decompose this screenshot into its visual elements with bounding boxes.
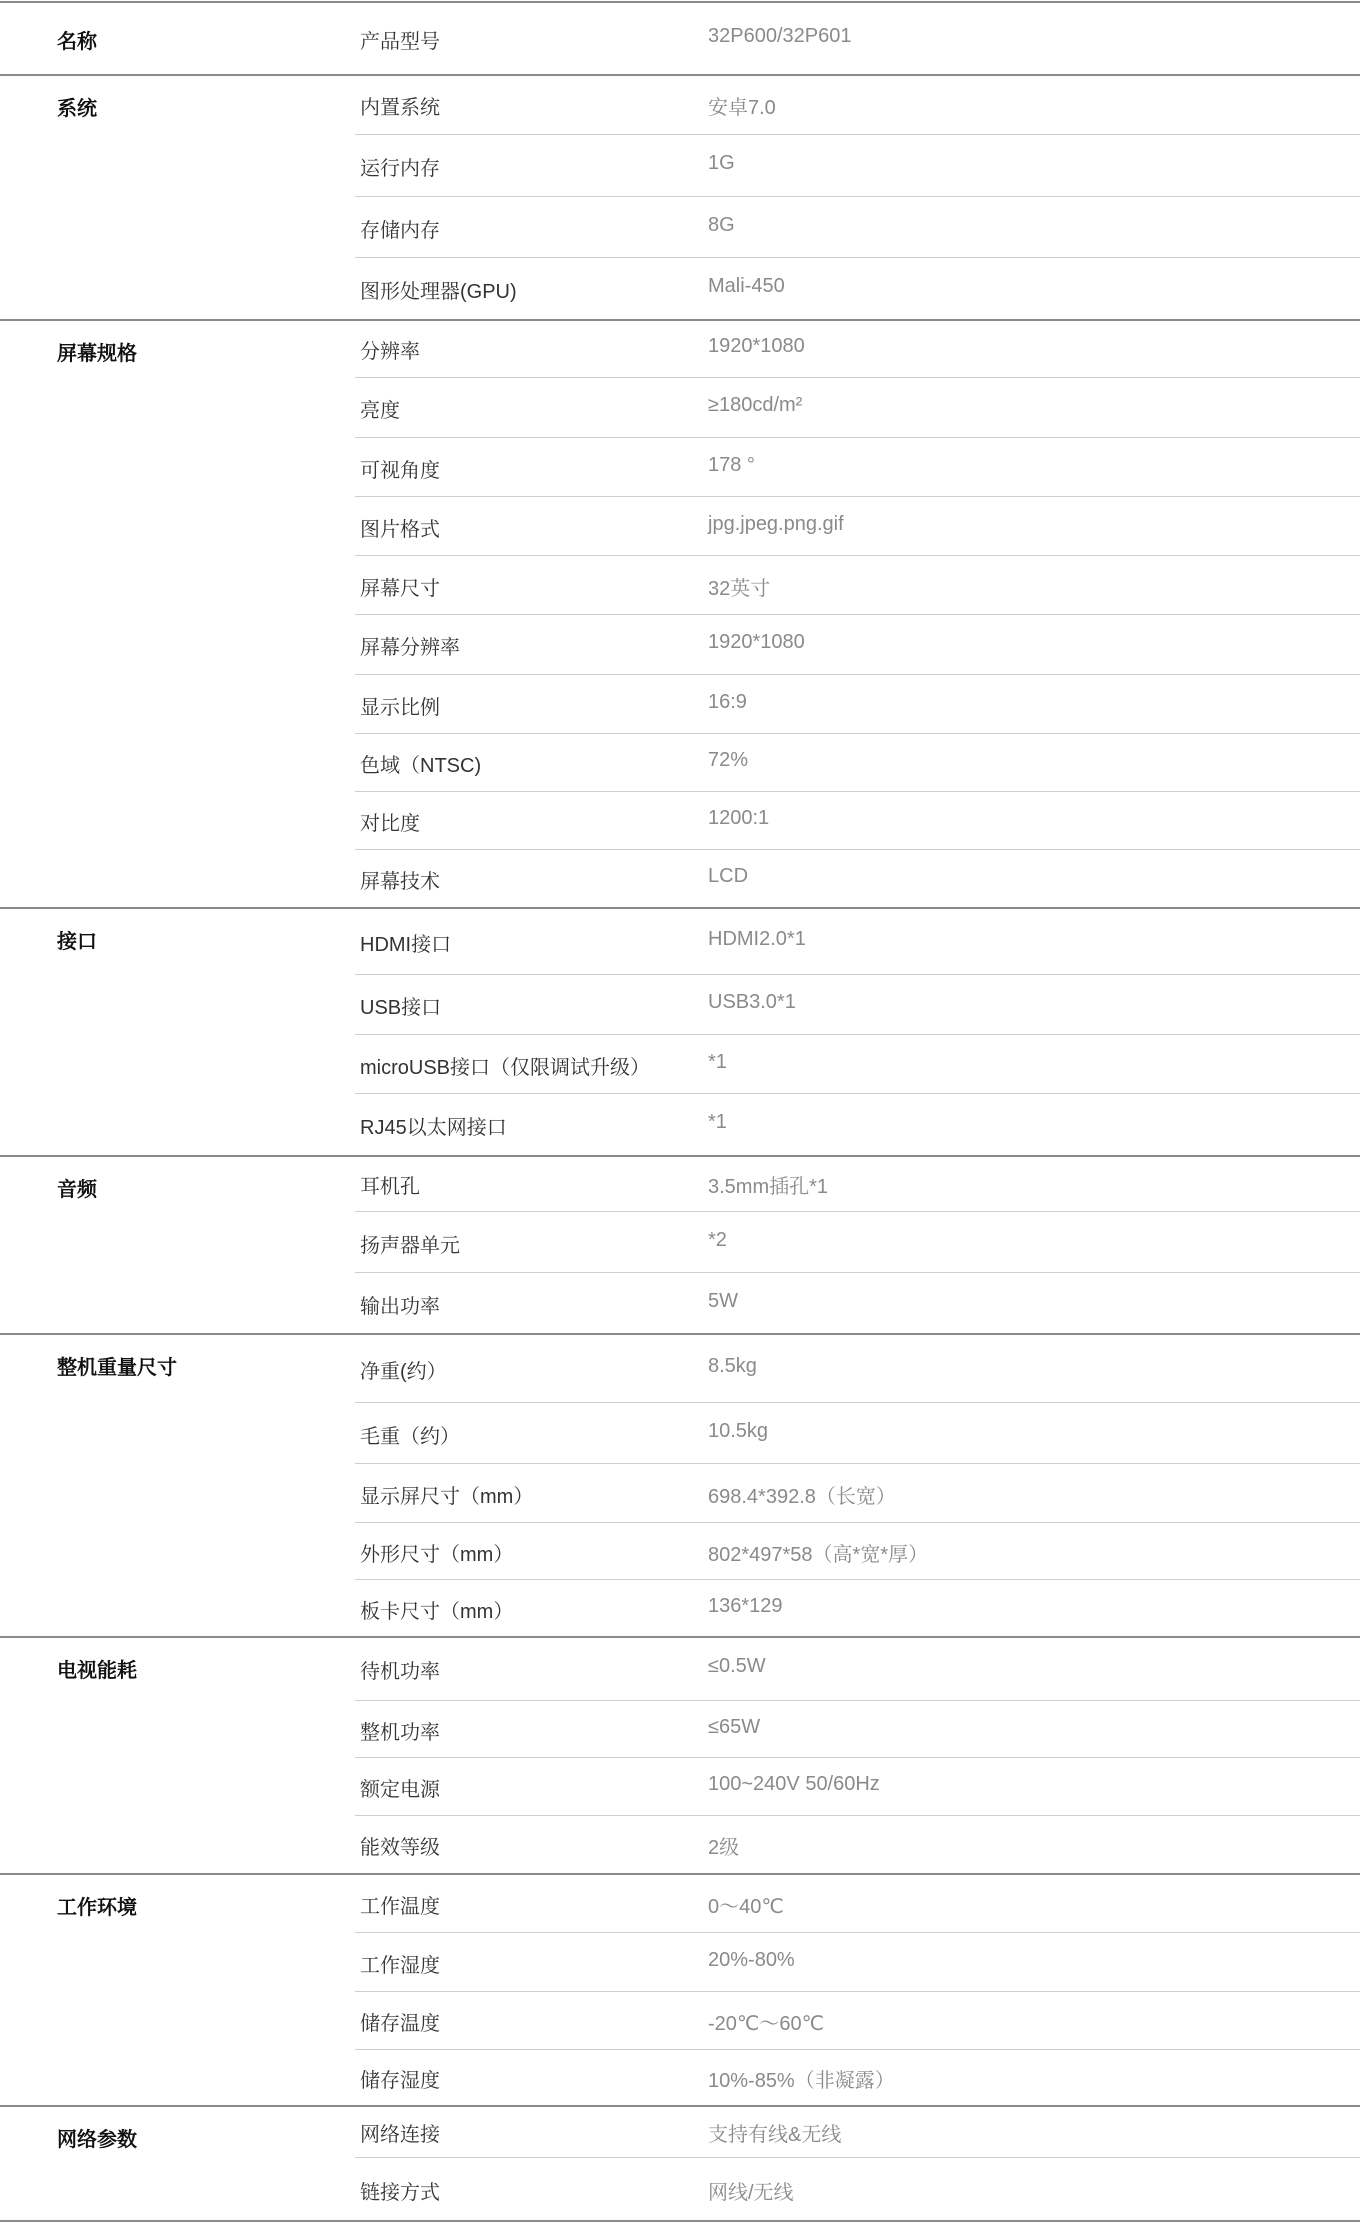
spec-value: *1 (708, 1111, 727, 1133)
spec-value: 72% (708, 749, 749, 771)
spec-label: 扬声器单元 (360, 1235, 460, 1257)
spec-value: 网线/无线 (708, 2182, 794, 2204)
section-divider (0, 319, 1360, 321)
spec-label: 工作温度 (360, 1896, 440, 1918)
spec-label: 可视角度 (360, 460, 440, 482)
spec-value: *2 (708, 1229, 727, 1251)
row-divider (355, 849, 1360, 850)
spec-value: 1920*1080 (708, 631, 805, 653)
spec-label: RJ45以太网接口 (360, 1117, 507, 1139)
row-divider (355, 614, 1360, 615)
section-divider (0, 1873, 1360, 1875)
spec-value: 802*497*58（高*宽*厚） (708, 1544, 929, 1566)
spec-label: 显示屏尺寸（mm） (360, 1486, 534, 1508)
spec-value: 10%-85%（非凝露） (708, 2070, 895, 2092)
spec-value: LCD (708, 865, 749, 887)
spec-value: 178 ° (708, 454, 755, 476)
row-divider (355, 1815, 1360, 1816)
row-divider (355, 1757, 1360, 1758)
spec-value: 32P600/32P601 (708, 25, 852, 47)
row-divider (355, 1700, 1360, 1701)
spec-label: 链接方式 (360, 2182, 440, 2204)
spec-value: 8.5kg (708, 1355, 757, 1377)
spec-value: 支持有线&无线 (708, 2124, 842, 2146)
spec-label: 能效等级 (360, 1837, 440, 1859)
row-divider (355, 1402, 1360, 1403)
spec-label: microUSB接口（仅限调试升级） (360, 1057, 651, 1079)
spec-label: 板卡尺寸（mm） (360, 1601, 514, 1623)
row-divider (355, 196, 1360, 197)
row-divider (355, 2157, 1360, 2158)
spec-label: 分辨率 (360, 341, 420, 363)
spec-value: 安卓7.0 (708, 97, 776, 119)
row-divider (355, 1463, 1360, 1464)
spec-label: 耳机孔 (360, 1176, 420, 1198)
spec-value: 5W (708, 1290, 738, 1312)
section-divider (0, 2105, 1360, 2107)
spec-value: 0～40℃ (708, 1896, 784, 1918)
spec-value: HDMI2.0*1 (708, 928, 806, 950)
spec-value: USB3.0*1 (708, 991, 796, 1013)
section-title: 电视能耗 (57, 1660, 137, 1682)
section-divider (0, 907, 1360, 909)
row-divider (355, 496, 1360, 497)
row-divider (355, 2049, 1360, 2050)
section-title: 系统 (57, 98, 97, 120)
spec-label: 图形处理器(GPU) (360, 281, 517, 303)
spec-value: -20℃～60℃ (708, 2013, 825, 2035)
spec-label: 存储内存 (360, 220, 440, 242)
row-divider (355, 674, 1360, 675)
spec-value: *1 (708, 1051, 727, 1073)
spec-value: 2级 (708, 1837, 740, 1859)
spec-value: 20%-80% (708, 1949, 795, 1971)
spec-label: 外形尺寸（mm） (360, 1544, 514, 1566)
spec-label: 额定电源 (360, 1779, 440, 1801)
row-divider (355, 257, 1360, 258)
spec-value: 1920*1080 (708, 335, 805, 357)
section-title: 屏幕规格 (57, 343, 137, 365)
row-divider (355, 1272, 1360, 1273)
row-divider (355, 134, 1360, 135)
spec-value: 136*129 (708, 1595, 783, 1617)
spec-value: 100~240V 50/60Hz (708, 1773, 880, 1795)
spec-label: 网络连接 (360, 2124, 440, 2146)
row-divider (355, 791, 1360, 792)
spec-value: 698.4*392.8（长宽） (708, 1486, 896, 1508)
spec-value: 16:9 (708, 691, 747, 713)
row-divider (355, 377, 1360, 378)
section-divider (0, 1636, 1360, 1638)
spec-label: USB接口 (360, 997, 442, 1019)
row-divider (355, 733, 1360, 734)
spec-label: 屏幕分辨率 (360, 637, 460, 659)
row-divider (355, 1579, 1360, 1580)
spec-value: 32英寸 (708, 578, 771, 600)
spec-label: 工作湿度 (360, 1955, 440, 1977)
row-divider (355, 437, 1360, 438)
spec-label: 内置系统 (360, 97, 440, 119)
spec-label: 待机功率 (360, 1661, 440, 1683)
section-divider (0, 1155, 1360, 1157)
spec-label: 图片格式 (360, 519, 440, 541)
spec-label: 对比度 (360, 813, 420, 835)
spec-label: 色域（NTSC) (360, 755, 482, 777)
spec-label: 毛重（约） (360, 1426, 460, 1448)
spec-label: 储存温度 (360, 2013, 440, 2035)
spec-label: HDMI接口 (360, 934, 452, 956)
row-divider (355, 1932, 1360, 1933)
section-title: 接口 (57, 931, 97, 953)
section-title: 整机重量尺寸 (57, 1357, 177, 1379)
section-title: 工作环境 (57, 1897, 137, 1919)
spec-label: 整机功率 (360, 1722, 440, 1744)
section-title: 网络参数 (57, 2129, 137, 2151)
row-divider (355, 974, 1360, 975)
row-divider (355, 1522, 1360, 1523)
spec-value: jpg.jpeg.png.gif (708, 513, 844, 535)
spec-value: 3.5mm插孔*1 (708, 1176, 829, 1198)
spec-label: 产品型号 (360, 31, 440, 53)
spec-value: 10.5kg (708, 1420, 769, 1442)
spec-label: 储存湿度 (360, 2070, 440, 2092)
spec-label: 屏幕尺寸 (360, 578, 440, 600)
spec-value: 8G (708, 214, 735, 236)
spec-label: 输出功率 (360, 1296, 440, 1318)
row-divider (355, 1211, 1360, 1212)
row-divider (355, 1093, 1360, 1094)
spec-value: Mali-450 (708, 275, 785, 297)
spec-label: 屏幕技术 (360, 871, 440, 893)
row-divider (355, 1991, 1360, 1992)
spec-value: ≥180cd/m² (708, 394, 803, 416)
section-divider (0, 74, 1360, 76)
spec-value: 1G (708, 152, 735, 174)
section-divider (0, 2220, 1360, 2222)
spec-value: ≤0.5W (708, 1655, 766, 1677)
section-divider (0, 1333, 1360, 1335)
spec-label: 亮度 (360, 400, 400, 422)
spec-label: 净重(约） (360, 1361, 447, 1383)
spec-value: 1200:1 (708, 807, 770, 829)
section-title: 名称 (57, 31, 97, 53)
table-top-border (0, 1, 1360, 3)
spec-value: ≤65W (708, 1716, 761, 1738)
section-title: 音频 (57, 1179, 97, 1201)
row-divider (355, 555, 1360, 556)
spec-label: 运行内存 (360, 158, 440, 180)
row-divider (355, 1034, 1360, 1035)
spec-label: 显示比例 (360, 697, 440, 719)
